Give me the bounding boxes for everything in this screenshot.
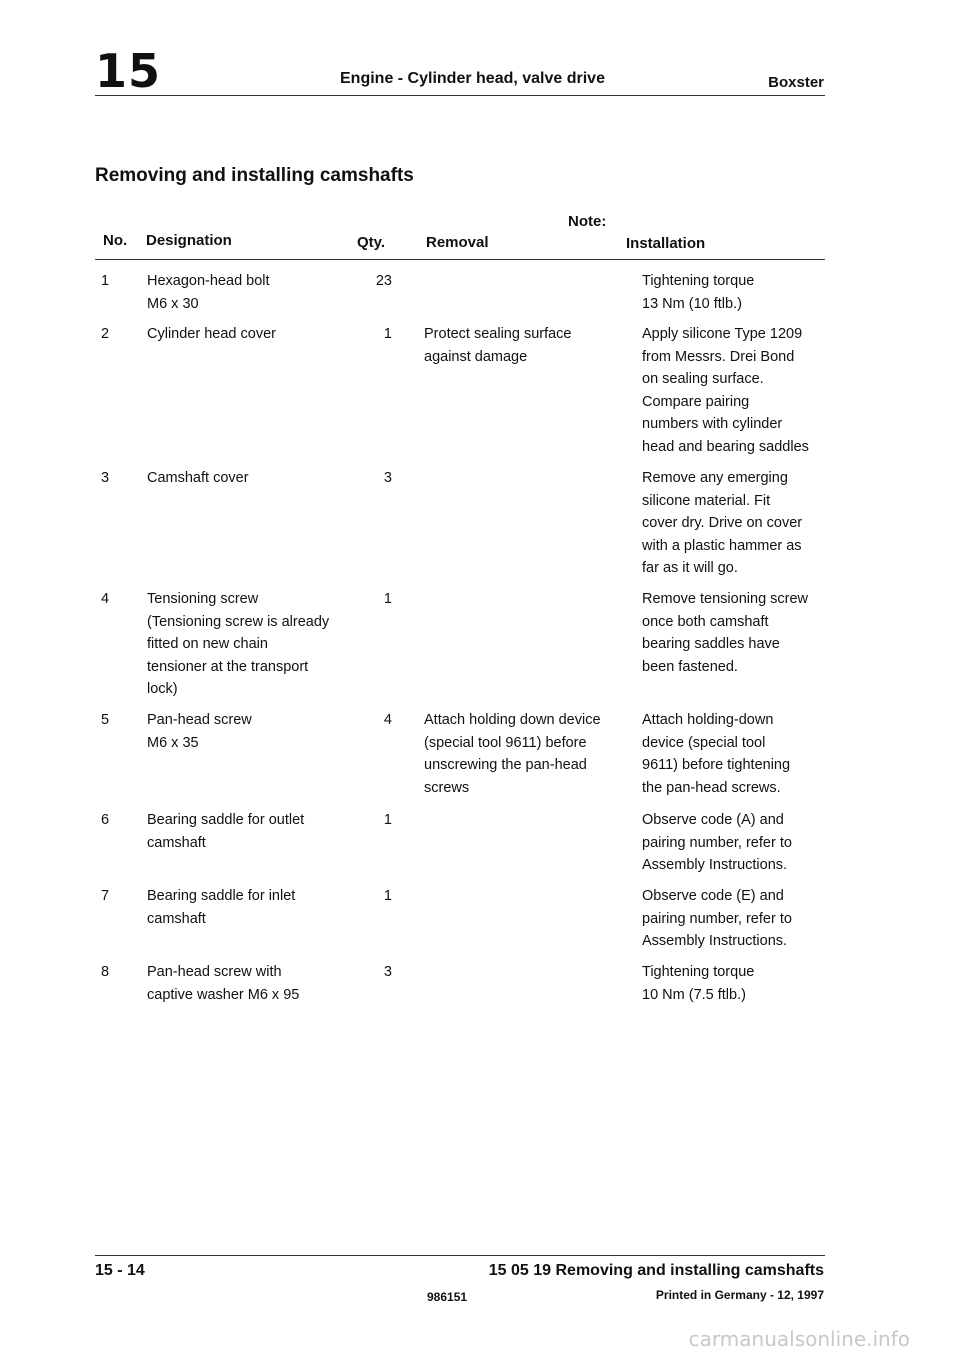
row-6-installation-line: Observe code (A) and bbox=[642, 812, 784, 828]
row-1-designation-line: M6 x 30 bbox=[147, 295, 199, 312]
col-header-installation: Installation bbox=[626, 235, 706, 252]
row-5-designation-line: Pan-head screw bbox=[147, 712, 252, 728]
row-2-installation-line: Compare pairing bbox=[642, 393, 750, 410]
row-2-removal-line: against damage bbox=[424, 348, 528, 365]
page-title: Removing and installing camshafts bbox=[95, 165, 414, 186]
row-8-installation-line: Tightening torque bbox=[642, 964, 755, 980]
row-2-installation bbox=[642, 323, 809, 458]
row-3-designation-line: Camshaft cover bbox=[147, 470, 249, 486]
row-1-designation bbox=[147, 270, 270, 315]
row-2-qty: 1 bbox=[383, 326, 392, 342]
row-8-designation-line: Pan-head screw with bbox=[147, 964, 282, 980]
row-4-no: 4 bbox=[100, 591, 110, 607]
row-7-no: 7 bbox=[100, 888, 110, 904]
row-1-installation-line: 13 Nm (10 ftlb.) bbox=[642, 295, 742, 312]
col-header-removal: Removal bbox=[426, 234, 489, 251]
row-7-qty: 1 bbox=[383, 888, 392, 904]
row-5-installation-line: Attach holding-down bbox=[642, 712, 774, 728]
header-rule bbox=[95, 95, 825, 96]
row-2-installation-line: Apply silicone Type 1209 bbox=[642, 326, 803, 342]
row-5-removal-line: (special tool 9611) before bbox=[424, 734, 587, 751]
row-7-designation-line: Bearing saddle for inlet bbox=[147, 888, 296, 904]
row-5-designation-line: M6 x 35 bbox=[147, 734, 199, 751]
col-header-no: No. bbox=[103, 232, 128, 249]
row-3-no: 3 bbox=[100, 470, 110, 486]
row-8-installation-line: 10 Nm (7.5 ftlb.) bbox=[642, 986, 746, 1003]
row-3-installation bbox=[642, 467, 802, 580]
row-4-designation-line: lock) bbox=[147, 681, 178, 697]
table-header-rule bbox=[95, 259, 825, 260]
row-5-installation bbox=[642, 709, 790, 799]
row-5-installation-line: the pan-head screws. bbox=[642, 779, 781, 796]
footer-title: 15 05 19 Removing and installing camshafts bbox=[488, 1262, 824, 1279]
row-6-installation-line: pairing number, refer to bbox=[642, 834, 792, 851]
footer-code: 986151 bbox=[427, 1290, 468, 1304]
col-header-designation: Designation bbox=[146, 232, 232, 249]
row-5-installation-line: 9611) before tightening bbox=[642, 757, 791, 773]
row-5-removal-line: Attach holding down device bbox=[424, 712, 601, 728]
row-6-designation-line: camshaft bbox=[147, 834, 206, 851]
row-5-qty: 4 bbox=[383, 712, 392, 728]
page-number: 15 - 14 bbox=[95, 1262, 145, 1279]
row-5-removal bbox=[424, 709, 601, 799]
row-6-installation bbox=[642, 809, 792, 877]
row-8-designation-line: captive washer M6 x 95 bbox=[147, 986, 300, 1003]
row-7-installation-line: Assembly Instructions. bbox=[642, 933, 788, 949]
watermark: carmanualsonline.info bbox=[688, 1327, 910, 1351]
row-3-installation-line: silicone material. Fit bbox=[642, 492, 771, 509]
row-8-no: 8 bbox=[100, 964, 110, 980]
row-5-removal-line: screws bbox=[424, 779, 470, 796]
row-3-installation-line: far as it will go. bbox=[642, 560, 738, 576]
row-2-removal bbox=[424, 323, 572, 368]
row-1-qty: 23 bbox=[375, 273, 392, 289]
row-4-designation-line: fitted on new chain bbox=[147, 636, 268, 652]
row-4-designation-line: (Tensioning screw is already bbox=[147, 613, 330, 630]
col-header-qty: Qty. bbox=[357, 234, 386, 251]
row-5-no: 5 bbox=[100, 712, 110, 728]
header-model: Boxster bbox=[768, 74, 824, 91]
row-6-designation bbox=[147, 809, 304, 854]
row-3-installation-line: Remove any emerging bbox=[642, 470, 788, 486]
row-8-qty: 3 bbox=[383, 964, 392, 980]
row-1-no: 1 bbox=[100, 273, 110, 289]
row-4-installation-line: once both camshaft bbox=[642, 613, 769, 630]
row-4-designation-line: Tensioning screw bbox=[147, 591, 259, 607]
row-5-designation bbox=[147, 709, 252, 754]
row-3-designation bbox=[147, 467, 249, 490]
row-2-installation-line: head and bearing saddles bbox=[642, 438, 809, 455]
row-6-installation-line: Assembly Instructions. bbox=[642, 857, 788, 873]
row-2-installation-line: from Messrs. Drei Bond bbox=[642, 348, 795, 365]
row-4-installation-line: been fastened. bbox=[642, 658, 738, 675]
row-7-designation bbox=[147, 885, 295, 930]
row-4-qty: 1 bbox=[383, 591, 392, 607]
row-2-designation-line: Cylinder head cover bbox=[147, 326, 276, 342]
row-2-no: 2 bbox=[100, 326, 110, 342]
row-8-installation bbox=[642, 961, 754, 1006]
row-4-installation bbox=[642, 588, 808, 678]
row-2-installation-line: on sealing surface. bbox=[642, 371, 764, 387]
row-1-designation-line: Hexagon-head bolt bbox=[147, 273, 270, 289]
row-4-installation-line: Remove tensioning screw bbox=[642, 591, 809, 607]
row-6-no: 6 bbox=[100, 812, 110, 828]
row-5-removal-line: unscrewing the pan-head bbox=[424, 757, 587, 773]
row-3-qty: 3 bbox=[383, 470, 392, 486]
footer-printed: Printed in Germany - 12, 1997 bbox=[655, 1288, 824, 1302]
row-6-qty: 1 bbox=[383, 812, 392, 828]
row-1-installation-line: Tightening torque bbox=[642, 273, 755, 289]
row-4-designation bbox=[147, 588, 329, 701]
row-1-installation bbox=[642, 270, 754, 315]
row-4-installation-line: bearing saddles have bbox=[642, 636, 780, 652]
chapter-number: 15 bbox=[95, 44, 162, 98]
row-7-designation-line: camshaft bbox=[147, 910, 206, 927]
row-2-removal-line: Protect sealing surface bbox=[424, 326, 572, 342]
row-2-installation-line: numbers with cylinder bbox=[642, 416, 783, 432]
row-7-installation-line: pairing number, refer to bbox=[642, 910, 792, 927]
row-3-installation-line: with a plastic hammer as bbox=[642, 537, 802, 554]
row-3-installation-line: cover dry. Drive on cover bbox=[642, 515, 803, 531]
row-7-installation-line: Observe code (E) and bbox=[642, 888, 784, 904]
row-6-designation-line: Bearing saddle for outlet bbox=[147, 812, 305, 828]
col-header-note: Note: bbox=[568, 213, 607, 230]
footer-rule bbox=[95, 1255, 825, 1256]
row-5-installation-line: device (special tool bbox=[642, 734, 766, 751]
row-4-designation-line: tensioner at the transport bbox=[147, 658, 309, 675]
header-title: Engine - Cylinder head, valve drive bbox=[340, 70, 605, 87]
row-2-designation bbox=[147, 323, 276, 346]
row-8-designation bbox=[147, 961, 299, 1006]
row-7-installation bbox=[642, 885, 792, 953]
